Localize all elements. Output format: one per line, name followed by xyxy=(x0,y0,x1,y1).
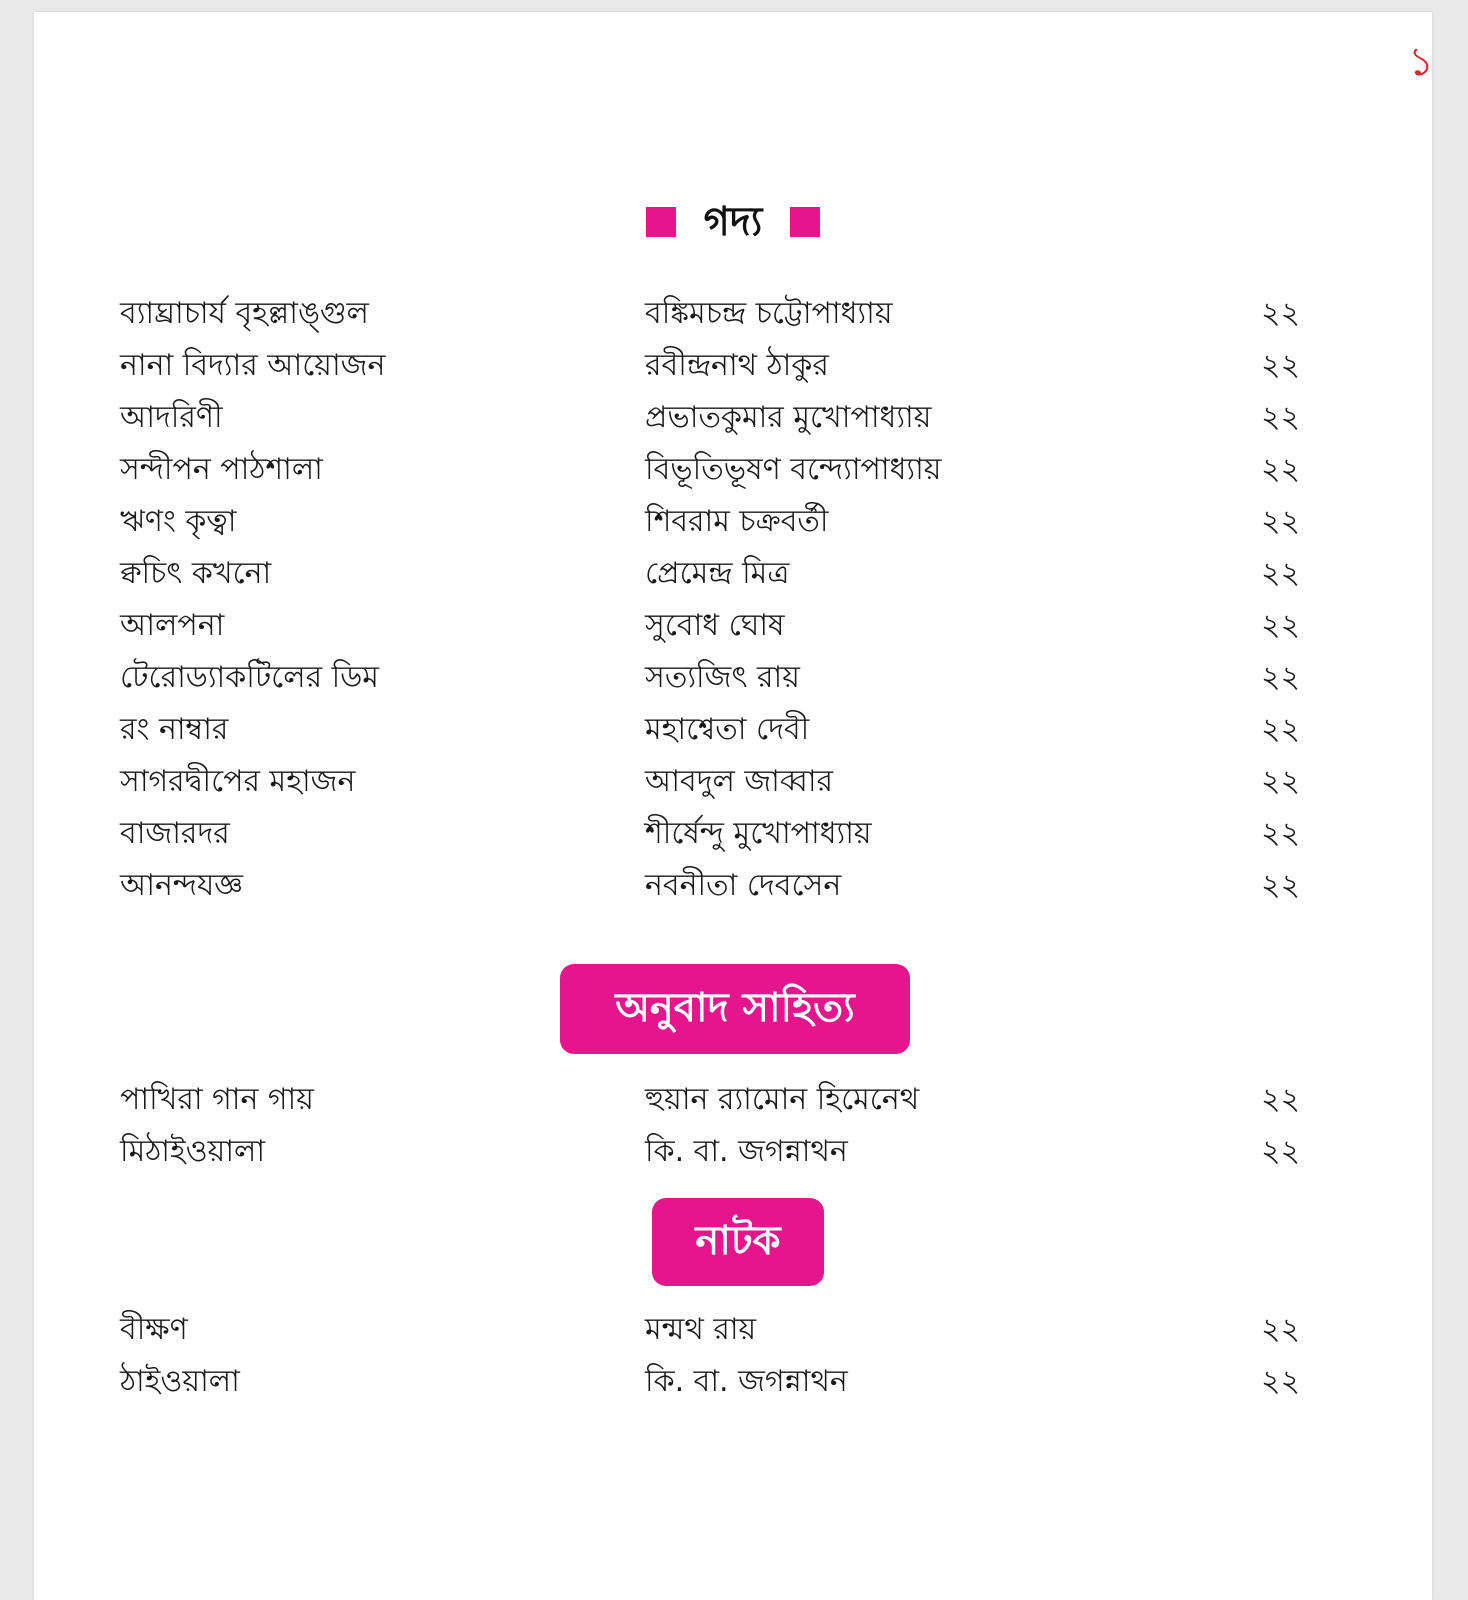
entry-title: ক্বচিৎ কখনো xyxy=(120,556,272,591)
entry-page: ২২ xyxy=(1260,764,1300,799)
square-bullet-icon xyxy=(790,207,820,237)
toc-row xyxy=(34,496,1432,548)
entry-author: প্রেমেন্দ্র মিত্র xyxy=(645,556,790,591)
toc-row xyxy=(34,756,1432,808)
entry-page: ২২ xyxy=(1260,816,1300,851)
toc-row xyxy=(34,288,1432,340)
entry-title: রং নাম্বার xyxy=(120,712,229,747)
entry-page: ২২ xyxy=(1260,504,1300,539)
entry-title: আলপনা xyxy=(120,608,225,643)
section-heading-prose xyxy=(34,192,1432,252)
entry-page: ২২ xyxy=(1260,452,1300,487)
toc-row xyxy=(34,600,1432,652)
entry-author: মন্মথ রায় xyxy=(645,1312,757,1347)
entry-author: বিভূতিভূষণ বন্দ্যোপাধ্যায় xyxy=(645,452,942,487)
entry-page: ২২ xyxy=(1260,868,1300,903)
entry-author: রবীন্দ্রনাথ ঠাকুর xyxy=(645,348,829,383)
document-page xyxy=(34,12,1432,1600)
entry-author: শীর্ষেন্দু মুখোপাধ্যায় xyxy=(645,816,872,851)
entry-author: কি. বা. জগন্নাথন xyxy=(645,1134,848,1169)
entry-title: টেরোড্যাকটিলের ডিম xyxy=(120,660,379,695)
entry-page: ২২ xyxy=(1260,348,1300,383)
section-heading-translation: অনুবাদ সাহিত্য xyxy=(560,964,910,1054)
section-heading-drama: নাটক xyxy=(652,1198,824,1286)
translation-entries xyxy=(34,1074,1432,1178)
entry-page: ২২ xyxy=(1260,608,1300,643)
entry-title: পাখিরা গান গায় xyxy=(120,1082,314,1117)
toc-row xyxy=(34,860,1432,912)
entry-author: হুয়ান র‍্যামোন হিমেনেথ xyxy=(645,1082,920,1117)
page-number: ১ xyxy=(1408,39,1434,85)
entry-page: ২২ xyxy=(1260,1082,1300,1117)
entry-title: আদরিণী xyxy=(120,400,223,435)
entry-author: মহাশ্বেতা দেবী xyxy=(645,712,810,747)
entry-author: সুবোধ ঘোষ xyxy=(645,608,785,643)
entry-author: প্রভাতকুমার মুখোপাধ্যায় xyxy=(645,400,932,435)
entry-title: আনন্দযজ্ঞ xyxy=(120,868,243,903)
entry-author: আবদুল জাব্বার xyxy=(645,764,834,799)
entry-title: সন্দীপন পাঠশালা xyxy=(120,452,323,487)
entry-page: ২২ xyxy=(1260,1312,1300,1347)
toc-row xyxy=(34,1304,1432,1356)
entry-title: মিঠাইওয়ালা xyxy=(120,1134,266,1169)
entry-author: কি. বা. জগন্নাথন xyxy=(645,1364,848,1399)
entry-title: বাজারদর xyxy=(120,816,230,851)
entry-page: ২২ xyxy=(1260,1364,1300,1399)
square-bullet-icon xyxy=(646,207,676,237)
toc-row xyxy=(34,1074,1432,1126)
toc-row xyxy=(34,1126,1432,1178)
toc-row xyxy=(34,704,1432,756)
entry-author: নবনীতা দেবসেন xyxy=(645,868,842,903)
entry-title: নানা বিদ্যার আয়োজন xyxy=(120,348,386,383)
entry-page: ২২ xyxy=(1260,660,1300,695)
toc-row xyxy=(34,652,1432,704)
section-title: গদ্য xyxy=(703,199,763,245)
toc-row xyxy=(34,392,1432,444)
entry-title: ঠাইওয়ালা xyxy=(120,1364,240,1399)
toc-row xyxy=(34,444,1432,496)
entry-page: ২২ xyxy=(1260,296,1300,331)
entry-title: ঋণং কৃত্বা xyxy=(120,504,237,539)
entry-author: বঙ্কিমচন্দ্র চট্টোপাধ্যায় xyxy=(645,296,893,331)
entry-title: ব্যাঘ্রাচার্য বৃহল্লাঙ্গুল xyxy=(120,296,369,331)
toc-row xyxy=(34,808,1432,860)
entry-title: বীক্ষণ xyxy=(120,1312,188,1347)
toc-row xyxy=(34,548,1432,600)
entry-title: সাগরদ্বীপের মহাজন xyxy=(120,764,356,799)
entry-page: ২২ xyxy=(1260,556,1300,591)
entry-page: ২২ xyxy=(1260,1134,1300,1169)
toc-row xyxy=(34,1356,1432,1408)
entry-author: সত্যজিৎ রায় xyxy=(645,660,800,695)
entry-author: শিবরাম চক্রবর্তী xyxy=(645,504,829,539)
prose-entries xyxy=(34,288,1432,912)
entry-page: ২২ xyxy=(1260,712,1300,747)
entry-page: ২২ xyxy=(1260,400,1300,435)
drama-entries xyxy=(34,1304,1432,1408)
toc-row xyxy=(34,340,1432,392)
